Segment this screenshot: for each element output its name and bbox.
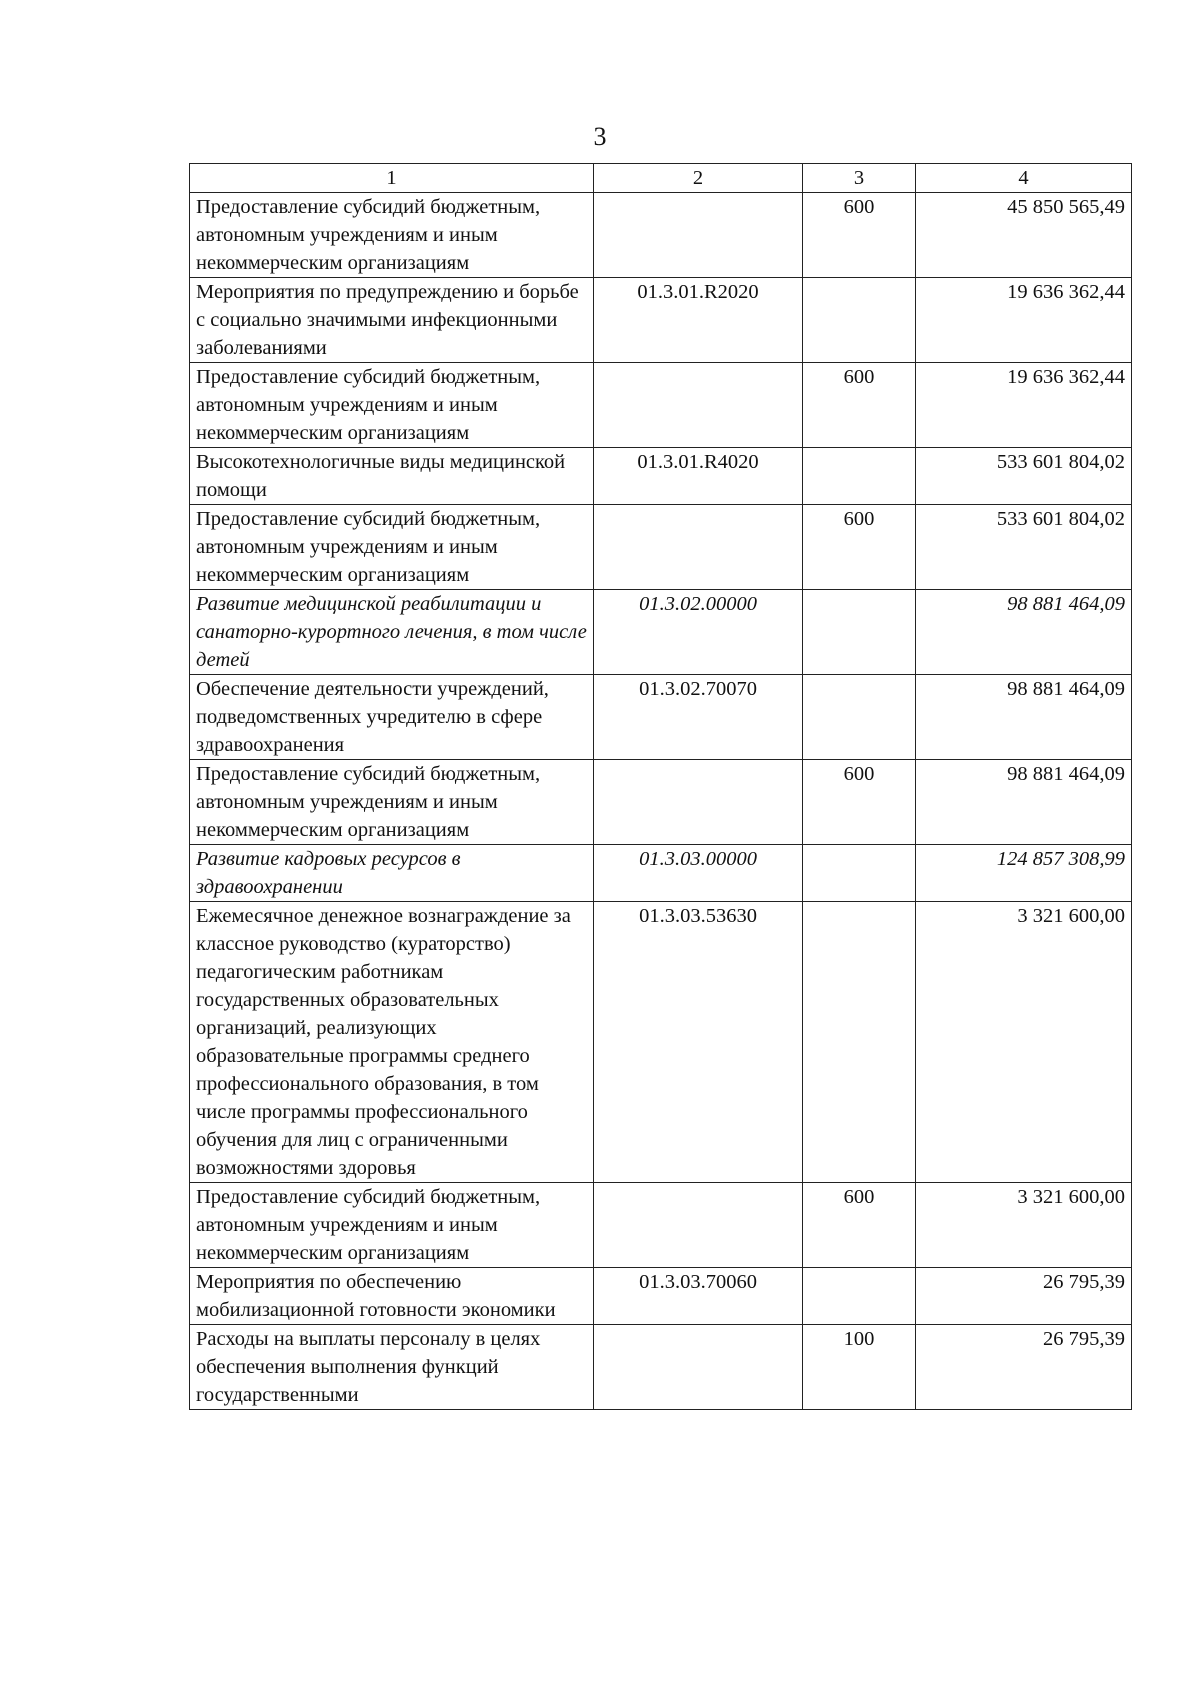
row-amount: 98 881 464,09 [916,675,1132,760]
row-amount: 45 850 565,49 [916,193,1132,278]
row-type: 600 [803,363,916,448]
table-row [190,448,1132,505]
row-code: 01.3.03.00000 [594,845,803,902]
table-row [190,278,1132,363]
table-row [190,760,1132,845]
table-row [190,845,1132,902]
table-header-row [190,164,1132,193]
row-amount: 26 795,39 [916,1268,1132,1325]
row-type: 600 [803,505,916,590]
table-row [190,675,1132,760]
row-code: 01.3.02.70070 [594,675,803,760]
row-code [594,1325,803,1410]
row-name: Мероприятия по предупреждению и борьбе с социально значимыми инфекционными заболеваниями [190,278,594,363]
row-name: Предоставление субсидий бюджетным, автономным учреждениям и иным некоммерческим организациям [190,505,594,590]
row-name: Предоставление субсидий бюджетным, автономным учреждениям и иным некоммерческим организациям [190,760,594,845]
row-name: Предоставление субсидий бюджетным, автономным учреждениям и иным некоммерческим организациям [190,1183,594,1268]
row-name: Предоставление субсидий бюджетным, автономным учреждениям и иным некоммерческим организациям [190,193,594,278]
row-amount: 533 601 804,02 [916,448,1132,505]
row-code [594,193,803,278]
row-name: Обеспечение деятельности учреждений, подведомственных учредителю в сфере здравоохранения [190,675,594,760]
header-col-3: 3 [803,164,916,193]
row-name: Развитие медицинской реабилитации и санаторно-курортного лечения, в том числе детей [190,590,594,675]
row-type [803,448,916,505]
row-type [803,845,916,902]
row-name: Мероприятия по обеспечению мобилизационной готовности экономики [190,1268,594,1325]
row-amount: 533 601 804,02 [916,505,1132,590]
header-col-4: 4 [916,164,1132,193]
table-row [190,1183,1132,1268]
row-name: Высокотехнологичные виды медицинской помощи [190,448,594,505]
row-type [803,590,916,675]
row-type: 600 [803,760,916,845]
row-code: 01.3.03.53630 [594,902,803,1183]
row-code: 01.3.01.R2020 [594,278,803,363]
row-type [803,675,916,760]
row-code: 01.3.03.70060 [594,1268,803,1325]
row-code: 01.3.02.00000 [594,590,803,675]
row-amount: 19 636 362,44 [916,363,1132,448]
row-name: Расходы на выплаты персоналу в целях обеспечения выполнения функций государственными [190,1325,594,1410]
row-type [803,902,916,1183]
table-row [190,902,1132,1183]
page-number: 3 [593,122,607,151]
header-col-2: 2 [594,164,803,193]
row-type: 600 [803,1183,916,1268]
table-row [190,1268,1132,1325]
row-amount: 124 857 308,99 [916,845,1132,902]
row-name: Ежемесячное денежное вознаграждение за классное руководство (кураторство) педагогическим работникам государственных образовательных организаций, реализующих образовательные программы среднего профессионального образования, в том числе программы профессионального обучения для лиц с ограниченными возможностями здоровья [190,902,594,1183]
row-amount: 3 321 600,00 [916,902,1132,1183]
table-row [190,363,1132,448]
row-amount: 98 881 464,09 [916,590,1132,675]
table-row [190,505,1132,590]
row-code [594,505,803,590]
row-type: 600 [803,193,916,278]
row-code [594,1183,803,1268]
table-row [190,590,1132,675]
row-code: 01.3.01.R4020 [594,448,803,505]
row-type [803,1268,916,1325]
budget-table [189,163,1132,1410]
row-amount: 98 881 464,09 [916,760,1132,845]
row-amount: 3 321 600,00 [916,1183,1132,1268]
row-code [594,363,803,448]
row-name: Предоставление субсидий бюджетным, автономным учреждениям и иным некоммерческим организациям [190,363,594,448]
row-code [594,760,803,845]
table-row [190,193,1132,278]
row-amount: 26 795,39 [916,1325,1132,1410]
row-name: Развитие кадровых ресурсов в здравоохранении [190,845,594,902]
header-col-1: 1 [190,164,594,193]
row-type [803,278,916,363]
table-row [190,1325,1132,1410]
row-type: 100 [803,1325,916,1410]
row-amount: 19 636 362,44 [916,278,1132,363]
